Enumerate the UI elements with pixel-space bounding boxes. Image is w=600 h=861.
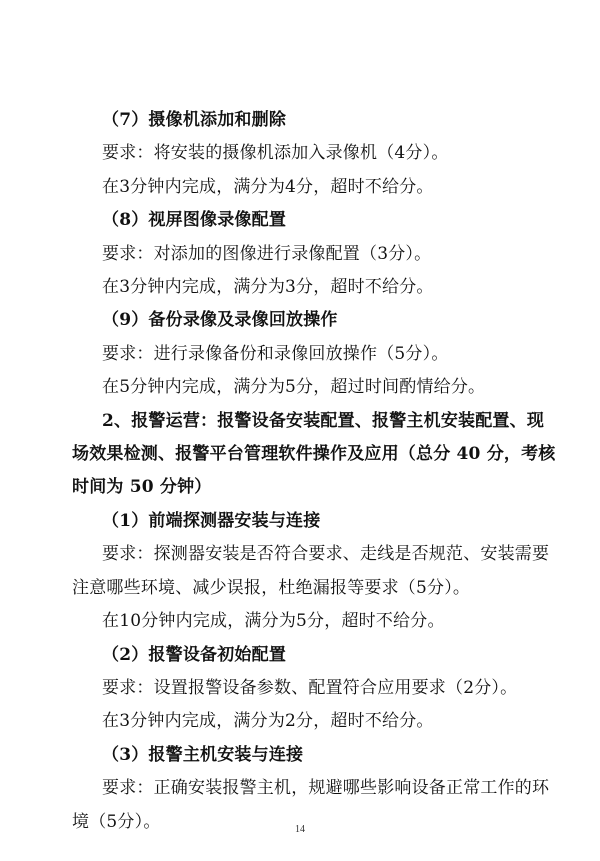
section-heading-7: （7）摄像机添加和删除 [102, 110, 287, 130]
section-heading-3: （3）报警主机安装与连接 [102, 744, 304, 765]
requirement-line: 要求：探测器安装是否符合要求、走线是否规范、安装需要 [102, 544, 550, 565]
requirement-line: 要求：正确安装报警主机，规避哪些影响设备正常工作的环 [102, 778, 550, 799]
requirement-line: 要求：设置报警设备参数、配置符合应用要求（2分）。 [102, 677, 518, 698]
requirement-line: 要求：对添加的图像进行录像配置（3分）。 [102, 243, 432, 264]
section-heading-alarm-operation-cont: 场效果检测、报警平台管理软件操作及应用（总分 40 分，考核 [72, 444, 556, 465]
requirement-line-cont: 境（5分）。 [72, 811, 161, 832]
scoring-line: 在3分钟内完成，满分为3分，超时不给分。 [102, 277, 434, 298]
section-heading-8: （8）视屏图像录像配置 [102, 210, 287, 231]
page-number: 14 [295, 824, 305, 835]
section-heading-alarm-operation-cont: 时间为 50 分钟） [72, 477, 212, 498]
requirement-line-cont: 注意哪些环境、减少误报，杜绝漏报等要求（5分）。 [72, 577, 471, 598]
section-heading-9: （9）备份录像及录像回放操作 [102, 310, 338, 331]
scoring-line: 在3分钟内完成，满分为4分，超时不给分。 [102, 176, 434, 197]
section-heading-1: （1）前端探测器安装与连接 [102, 510, 321, 531]
scoring-line: 在5分钟内完成，满分为5分，超过时间酌情给分。 [102, 377, 486, 398]
scoring-line: 在3分钟内完成，满分为2分，超时不给分。 [102, 711, 434, 732]
section-heading-2: （2）报警设备初始配置 [102, 644, 287, 665]
document-body [72, 104, 556, 839]
scoring-line: 在10分钟内完成，满分为5分，超时不给分。 [102, 611, 445, 632]
requirement-line: 要求：将安装的摄像机添加入录像机（4分）。 [102, 143, 449, 164]
section-heading-alarm-operation: 2、报警运营：报警设备安装配置、报警主机安装配置、现 [102, 410, 545, 431]
requirement-line: 要求：进行录像备份和录像回放操作（5分）。 [102, 343, 449, 364]
